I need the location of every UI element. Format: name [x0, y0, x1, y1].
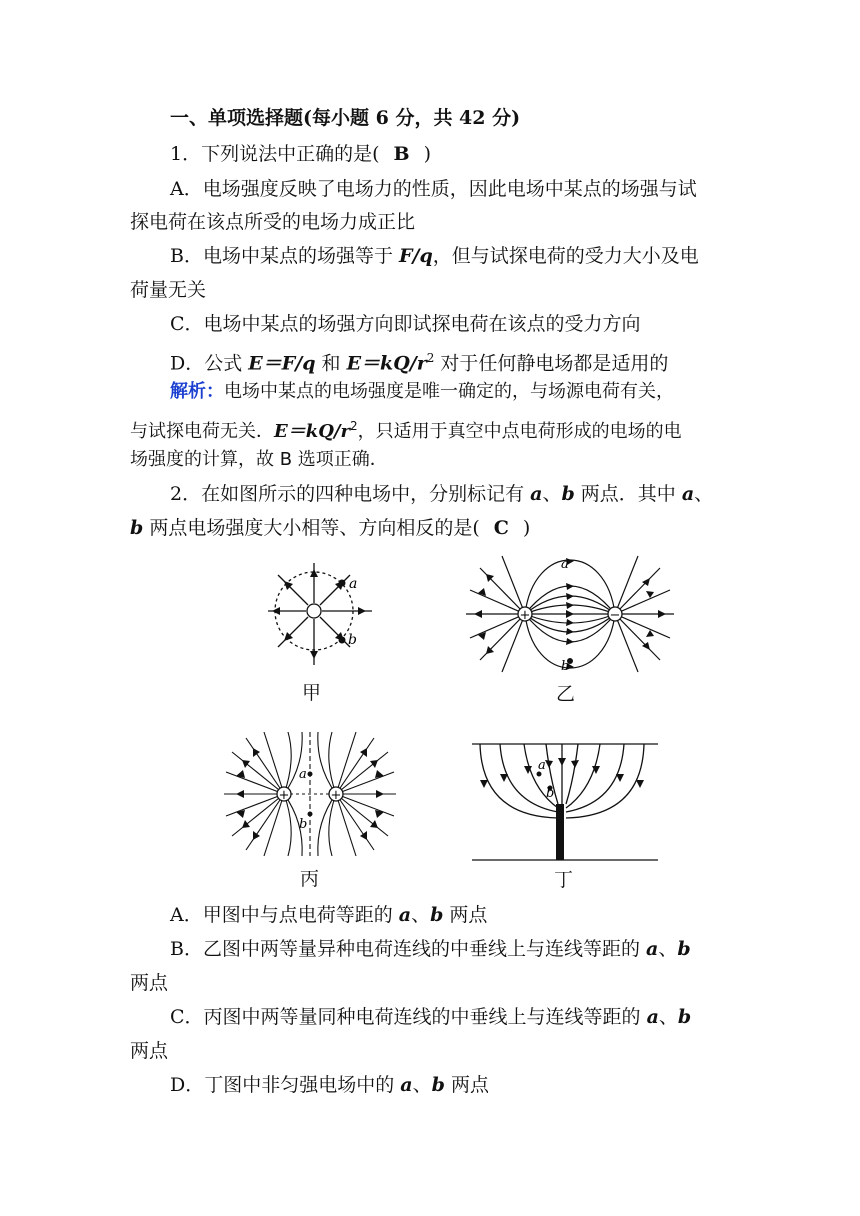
figure-label-ding: 丁: [554, 869, 574, 891]
q2-close: ): [522, 517, 531, 539]
q2-var-a: a: [530, 483, 543, 505]
point-b-label: b: [546, 786, 555, 801]
q1-option-b-text: B．电场中某点的场强等于: [170, 245, 400, 267]
q1-option-d-formula1: E＝F/q: [248, 352, 316, 375]
q1-option-d-sup: 2: [426, 351, 435, 365]
q2-option-b-sep: 、: [658, 938, 678, 960]
q2-option-b-var-a: a: [646, 938, 659, 960]
figure-ding: [470, 738, 660, 864]
figure-jia: [266, 560, 376, 670]
analysis-text2: 与试探电荷无关．: [130, 421, 274, 442]
q2-option-d-var-a: a: [400, 1074, 413, 1096]
q2-option-d-tail: 两点: [444, 1074, 489, 1096]
q1-option-b-formula: F/q: [399, 245, 433, 267]
q1-option-a-line2: 探电荷在该点所受的电场力成正比: [130, 211, 416, 233]
q2-text3: 两点电场强度大小相等、方向相反的是(: [143, 517, 480, 539]
q2-option-c-line2: 两点: [130, 1040, 169, 1062]
q1-option-a-line1: A．电场强度反映了电场力的性质，因此电场中某点的场强与试: [170, 178, 697, 200]
q2-option-d-var-b: b: [431, 1074, 445, 1096]
q2-option-d: [170, 1073, 489, 1097]
q2-sep: 、: [542, 483, 562, 505]
q2-option-a: [170, 903, 487, 927]
q2-var-a2: a: [681, 483, 695, 505]
q2-option-a-var-a: a: [398, 904, 412, 926]
analysis-label: 解析：: [170, 381, 224, 402]
analysis-sup: 2: [349, 419, 358, 433]
q2-option-a-sep: 、: [411, 904, 431, 926]
q2-option-b-line1: [170, 937, 691, 961]
q2-option-c-var-a: a: [646, 1006, 659, 1028]
point-b-label: b: [299, 817, 308, 832]
q2-option-b-line2: 两点: [130, 972, 169, 994]
point-charge: [307, 604, 321, 618]
q2-var-b2: b: [130, 517, 144, 539]
q1-analysis-line2: [130, 414, 682, 444]
figure-yi: [464, 552, 676, 680]
analysis-text3: ，只适用于真空中点电荷形成的电场的电: [357, 421, 682, 442]
point-a-label: a: [299, 767, 307, 782]
q1-stem-prefix: 1．下列说法中正确的是(: [170, 143, 380, 165]
q1-option-d: [170, 346, 668, 375]
q1-option-d-and: 和: [315, 352, 347, 375]
q1-option-d-text: D．公式: [170, 352, 249, 375]
q2-option-d-sep: 、: [412, 1074, 432, 1096]
q2-answer: C: [493, 517, 509, 539]
q2-text1: 2．在如图所示的四种电场中，分别标记有: [170, 483, 531, 505]
point-a-label: a: [538, 758, 546, 773]
q2-option-c-line1: [170, 1005, 691, 1029]
q1-stem-suffix: ): [423, 143, 431, 165]
q2-option-a-text: A．甲图中与点电荷等距的: [170, 904, 399, 926]
figure-label-bing: 丙: [300, 868, 320, 890]
q1-option-b-text2: ，但与试探电荷的受力大小及电: [432, 245, 699, 267]
section-title: 一、单项选择题(每小题 6 分，共 42 分): [170, 107, 521, 129]
q2-option-b-text: B．乙图中两等量异种电荷连线的中垂线上与连线等距的: [170, 938, 647, 960]
q2-option-c-var-b: b: [677, 1006, 692, 1028]
q2-stem-line2: [130, 516, 530, 540]
q2-option-b-var-b: b: [677, 938, 691, 960]
q2-sep2: 、: [694, 483, 714, 505]
plus-sign-right: +: [330, 788, 342, 803]
q1-option-b-line1: [170, 244, 699, 268]
q2-text2: 两点．其中: [574, 483, 682, 505]
point-b-label: b: [348, 632, 357, 648]
figure-bing: [222, 730, 398, 858]
q2-option-c-sep: 、: [658, 1006, 678, 1028]
analysis-formula: E＝kQ/r: [274, 421, 350, 442]
q2-stem-line1: [170, 482, 713, 506]
figure-label-jia: 甲: [302, 682, 322, 704]
q2-option-c-text: C．丙图中两等量同种电荷连线的中垂线上与连线等距的: [170, 1006, 647, 1028]
point-b-label: b: [561, 659, 570, 674]
point-a-label: a: [561, 557, 569, 572]
q2-option-a-var-b: b: [430, 904, 444, 926]
q1-option-d-text2: 对于任何静电场都是适用的: [434, 352, 669, 375]
q1-option-c: C．电场中某点的场强方向即试探电荷在该点的受力方向: [170, 313, 641, 335]
figure-label-yi: 乙: [556, 683, 576, 705]
q2-option-a-tail: 两点: [443, 904, 488, 926]
minus-sign: −: [609, 608, 621, 623]
q2-option-d-text: D．丁图中非匀强电场中的: [170, 1074, 401, 1096]
q1-option-d-formula2: E＝kQ/r: [346, 352, 427, 375]
q1-analysis-line3: 场强度的计算，故 B 选项正确．: [130, 449, 388, 470]
q2-var-b: b: [561, 483, 575, 505]
q1-stem: [170, 142, 431, 166]
rod: [556, 804, 564, 860]
q1-answer: B: [393, 143, 410, 165]
plus-sign: +: [519, 608, 531, 623]
q1-analysis-line1: [170, 380, 674, 404]
plus-sign-left: +: [278, 788, 290, 803]
analysis-text1: 电场中某点的电场强度是唯一确定的，与场源电荷有关，: [224, 381, 674, 402]
q1-option-b-line2: 荷量无关: [130, 279, 207, 301]
point-a-label: a: [349, 576, 358, 592]
